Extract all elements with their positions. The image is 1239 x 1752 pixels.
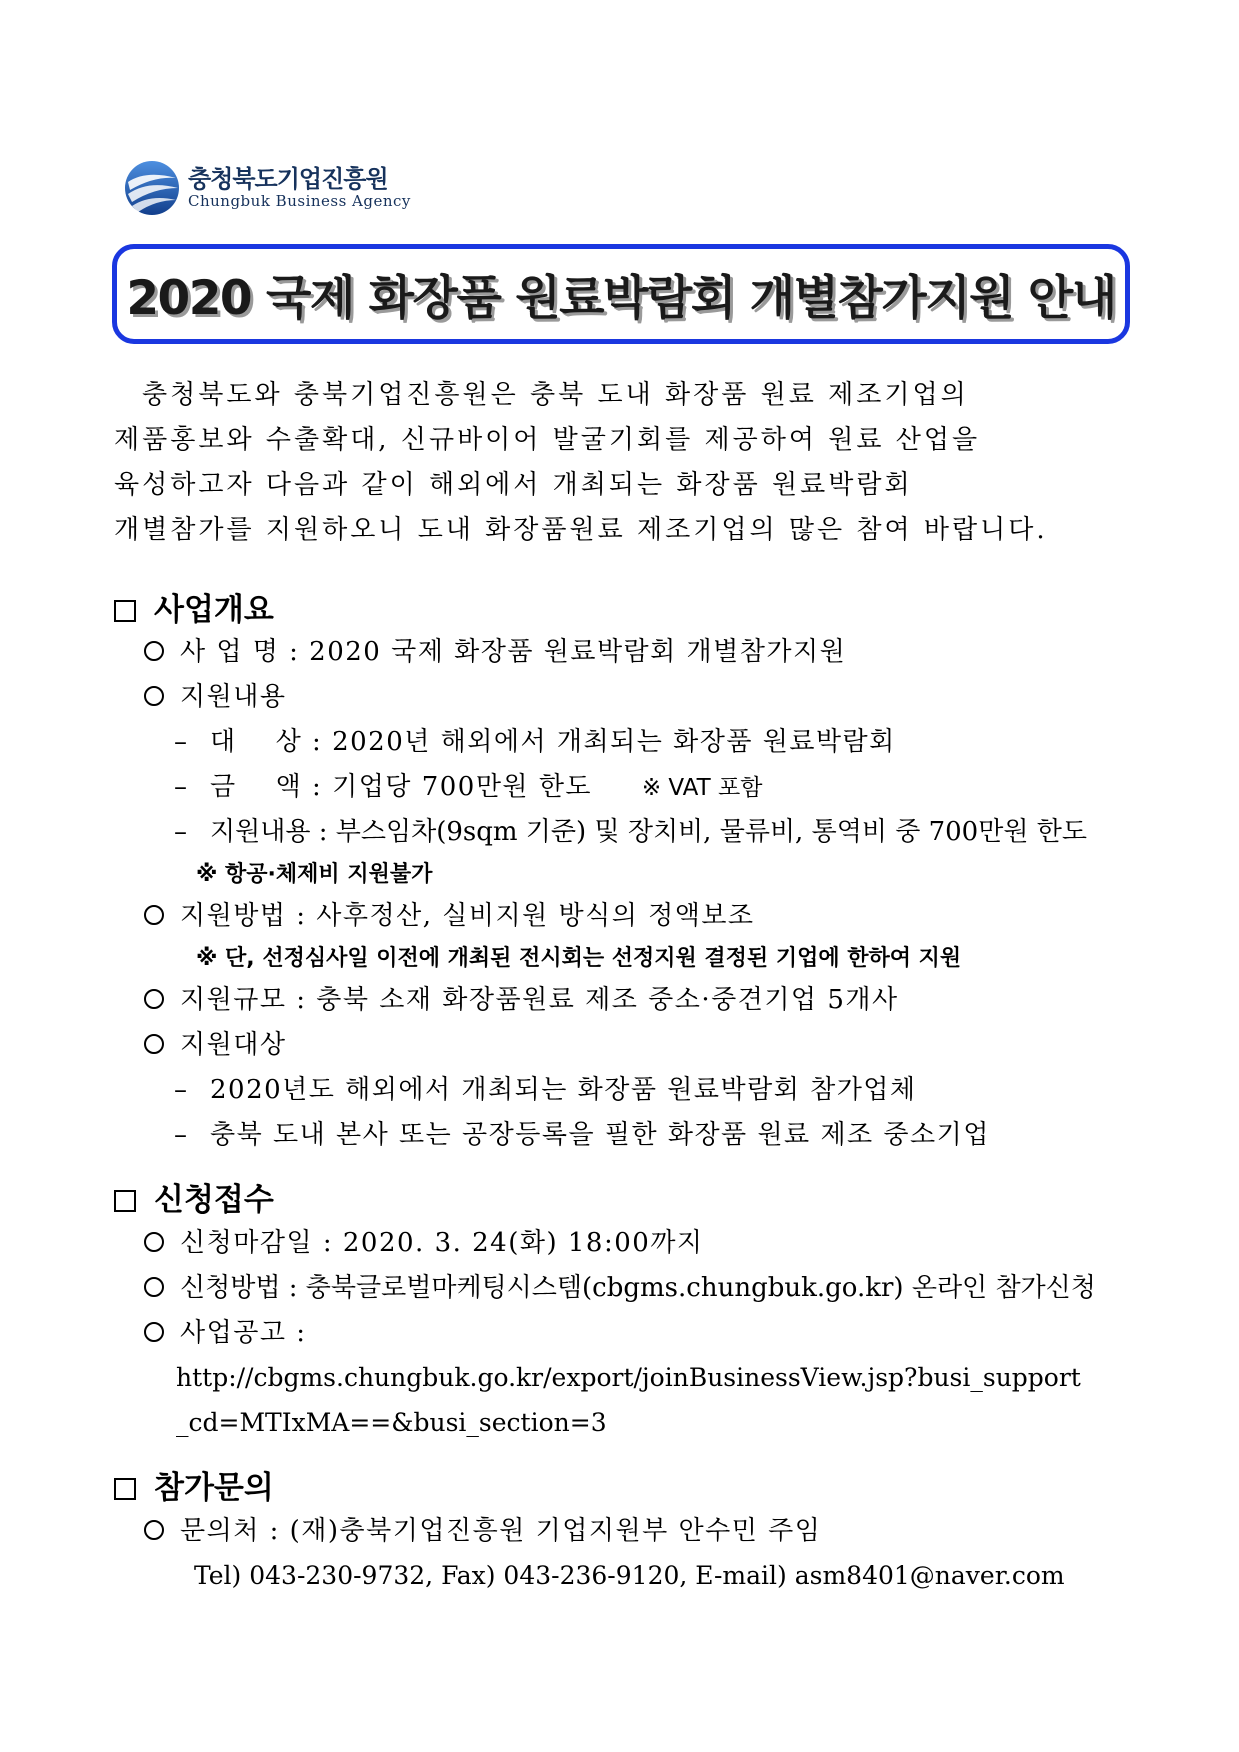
intro-paragraph [114,373,1124,553]
circle-bullet-icon [144,1520,164,1540]
eligibility-item: – 충북 도내 본사 또는 공장등록을 필한 화장품 원료 제조 중소기업 [174,1120,990,1150]
intro-line: 충청북도와 충북기업진흥원은 충북 도내 화장품 원료 제조기업의 [142,380,969,410]
circle-bullet-icon [144,1232,164,1252]
intro-line: 제품홍보와 수출확대, 신규바이어 발굴기회를 제공하여 원료 산업을 [114,425,981,455]
application-deadline: 신청마감일 : 2020. 3. 24(화) 18:00까지 [144,1225,704,1261]
circle-bullet-icon [144,1034,164,1054]
vat-note: ※ VAT 포함 [641,775,763,801]
circle-bullet-icon [144,641,164,661]
application-method: 신청방법 : 충북글로벌마케팅시스템(cbgms.chungbuk.go.kr) 온라인 참가신청 [144,1270,1096,1306]
page-title: 2020 국제 화장품 원료박람회 개별참가지원 안내 [126,270,1116,326]
circle-bullet-icon [144,1322,164,1342]
inquiry-contact-detail: Tel) 043-230-9732, Fax) 043-236-9120, E-mail) asm8401@naver.com [194,1561,1065,1590]
overview-method: 지원방법 : 사후정산, 실비지원 방식의 정액보조 [144,898,755,934]
notice-url-line-2[interactable]: _cd=MTIxMA==&busi_section=3 [176,1408,607,1437]
title-box [112,244,1130,344]
checkbox-square-icon [114,1478,136,1500]
overview-eligibility: 지원대상 [144,1027,286,1063]
checkbox-square-icon [114,1190,136,1212]
application-notice: 사업공고 : [144,1315,307,1351]
logo-name-english: Chungbuk Business Agency [188,192,411,210]
circle-bullet-icon [144,905,164,925]
intro-line: 육성하고자 다음과 같이 해외에서 개최되는 화장품 원료박람회 [114,470,913,500]
section-heading-application: 신청접수 [114,1180,274,1220]
overview-target: – 대 상 : 2020년 해외에서 개최되는 화장품 원료박람회 [174,727,896,757]
intro-line: 개별참가를 지원하오니 도내 화장품원료 제조기업의 많은 참여 바랍니다. [114,515,1048,545]
circle-bullet-icon [144,686,164,706]
exclusion-note: ※ 항공·체제비 지원불가 [196,862,433,887]
overview-support-detail: – 지원내용 : 부스임차(9sqm 기준) 및 장치비, 물류비, 통역비 중 700만원 한도 [174,817,1087,847]
circle-bullet-icon [144,1277,164,1297]
logo-name-korean: 충청북도기업진흥원 [188,165,388,193]
section-heading-inquiry: 참가문의 [114,1468,274,1508]
overview-amount: – 금 액 : 기업당 700만원 한도 ※ VAT 포함 [174,772,763,802]
section-heading-overview: 사업개요 [114,590,274,630]
eligibility-item: – 2020년도 해외에서 개최되는 화장품 원료박람회 참가업체 [174,1075,917,1105]
notice-url-line-1[interactable]: http://cbgms.chungbuk.go.kr/export/joinBusinessView.jsp?busi_support [176,1363,1081,1392]
inquiry-contact: 문의처 : (재)충북기업진흥원 기업지원부 안수민 주임 [144,1513,821,1549]
method-note: ※ 단, 선정심사일 이전에 개최된 전시회는 선정지원 결정된 기업에 한하여 지원 [196,946,962,971]
circle-bullet-icon [144,989,164,1009]
overview-support-content: 지원내용 [144,679,286,715]
overview-project-name: 사 업 명 : 2020 국제 화장품 원료박람회 개별참가지원 [144,634,846,670]
overview-scale: 지원규모 : 충북 소재 화장품원료 제조 중소·중견기업 5개사 [144,982,899,1018]
logo-wave-icon [124,160,180,216]
organization-logo [124,160,411,216]
checkbox-square-icon [114,600,136,622]
